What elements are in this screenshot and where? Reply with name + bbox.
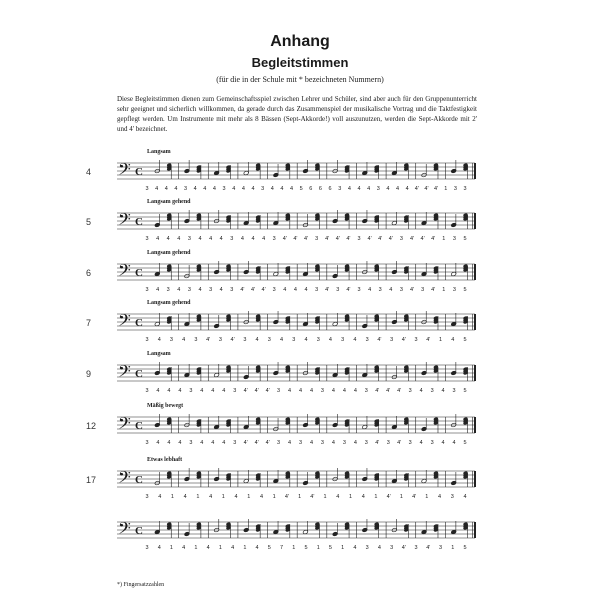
fingering-number: 4 [309, 388, 314, 394]
fingering-number: 1 [374, 494, 378, 500]
fingering-number: 4 [405, 186, 409, 192]
fingering-number: 4 [183, 494, 187, 500]
fingering-number: 3 [272, 236, 276, 242]
fingering-number: 4 [219, 287, 223, 293]
fingering-number: 4 [353, 545, 357, 551]
fingering-number: 1 [194, 545, 198, 551]
fingering-number: 4' [230, 337, 235, 343]
fingering-number: 4 [288, 388, 292, 394]
fingering-number: 3 [338, 186, 342, 192]
fingering-number: 3 [277, 388, 281, 394]
fingering-number: 4 [353, 388, 357, 394]
fingering-number: 3 [342, 440, 346, 446]
fingering-number: 4' [325, 236, 330, 242]
fingering-number: 4 [198, 236, 202, 242]
fingering-number: 6 [318, 186, 322, 192]
fingering-number: 4 [164, 186, 168, 192]
fingering-number: 4 [231, 545, 235, 551]
fingering-number: 4' [310, 494, 315, 500]
fingering-number: 4' [409, 236, 415, 242]
fingering-number: 1 [221, 494, 225, 500]
time-signature: C [135, 420, 143, 432]
fingering-number: 3 [430, 440, 434, 446]
fingering-number: 4' [265, 440, 270, 446]
fingering-number: 3 [145, 494, 149, 500]
fingering-number: 1 [399, 494, 403, 500]
fingering-number: 4' [401, 337, 406, 343]
fingering-number: 4 [177, 287, 181, 293]
fingering-number: 4 [367, 186, 371, 192]
system-number: 7 [86, 318, 92, 328]
fingering-number: 3 [399, 236, 403, 242]
fingering-number: 4 [211, 440, 215, 446]
bass-clef-icon: 𝄢 [118, 413, 131, 437]
fingering-number: 3 [145, 440, 149, 446]
fingering-number: 4 [200, 440, 204, 446]
fingering-number: 3 [463, 186, 467, 192]
fingering-number: 4' [426, 337, 431, 343]
fingering-number: 3 [189, 440, 193, 446]
fingering-number: 4' [375, 388, 380, 394]
fingering-number: 4 [157, 337, 161, 343]
fingering-number: 4' [243, 388, 248, 394]
fingering-number: 4' [367, 236, 372, 242]
fingering-number: 4 [361, 494, 365, 500]
fingering-number: 4 [353, 440, 357, 446]
fingering-number: 4' [397, 440, 402, 446]
fingering-number: 4 [156, 236, 160, 242]
fingering-number: 4 [178, 440, 182, 446]
fingering-number: 4 [255, 337, 259, 343]
fingering-number: 1 [169, 545, 173, 551]
fingering-number: 4 [290, 186, 294, 192]
fingering-number: 3 [166, 287, 170, 293]
system-number: 9 [86, 369, 92, 379]
fingering-number: 3 [315, 287, 319, 293]
fingering-number: 1 [323, 494, 327, 500]
fingering-number: 3 [145, 236, 149, 242]
fingering-number: 3 [421, 287, 425, 293]
fingering-number: 4 [262, 236, 266, 242]
fingering-number: 3 [145, 337, 149, 343]
fingering-number: 4' [426, 545, 431, 551]
fingering-number: 3 [414, 337, 418, 343]
fingering-number: 3 [267, 337, 271, 343]
fingering-number: 3 [390, 337, 394, 343]
time-signature: C [135, 474, 143, 486]
fingering-number: 5 [267, 545, 271, 551]
fingering-number: 3 [341, 337, 345, 343]
fingering-number: 4 [342, 388, 346, 394]
tempo-marking: Langsam gehend [147, 300, 191, 306]
fingering-number: 4 [234, 494, 238, 500]
fingering-number: 4' [434, 186, 439, 192]
fingering-number: 1 [292, 545, 296, 551]
fingering-number: 4 [198, 287, 202, 293]
fingering-number: 4' [265, 388, 270, 394]
bass-clef-icon: 𝄢 [118, 159, 131, 183]
fingering-number: 4 [255, 545, 259, 551]
fingering-number: 3 [187, 236, 191, 242]
fingering-number: 4 [156, 388, 160, 394]
fingering-number: 4 [293, 287, 297, 293]
fingering-number: 4 [441, 388, 445, 394]
bass-clef-icon: 𝄢 [118, 467, 131, 491]
fingering-number: 4 [182, 545, 186, 551]
fingering-number: 4 [177, 236, 181, 242]
bass-clef-icon: 𝄢 [118, 310, 131, 334]
fingering-number: 6 [309, 186, 313, 192]
fingering-number: 3 [316, 337, 320, 343]
fingering-number: 4 [331, 440, 335, 446]
fingering-number: 4 [251, 236, 255, 242]
fingering-number: 4' [254, 388, 259, 394]
fingering-number: 4' [375, 440, 380, 446]
fingering-number: 3 [364, 440, 368, 446]
fingering-number: 1 [341, 545, 345, 551]
fingering-number: 4' [303, 236, 309, 242]
fingering-number: 1 [439, 337, 443, 343]
tempo-marking: Langsam gehend [147, 199, 191, 205]
fingering-number: 4' [206, 337, 211, 343]
fingering-number: 4 [377, 545, 381, 551]
time-signature: C [135, 317, 143, 329]
fingering-number: 4 [157, 545, 161, 551]
fingering-number: 4 [193, 186, 197, 192]
fingering-number: 6 [328, 186, 332, 192]
fingering-number: 4 [219, 236, 223, 242]
fingering-number: 4 [166, 236, 170, 242]
fingering-number: 3 [145, 186, 149, 192]
fingering-number: 4 [451, 337, 455, 343]
fingering-number: 3 [169, 337, 173, 343]
fingering-number: 3 [365, 337, 369, 343]
fingering-number: 4 [389, 287, 393, 293]
fingering-number: 3 [386, 440, 390, 446]
fingering-number: 4' [386, 494, 391, 500]
fingering-number: 4' [409, 287, 415, 293]
fingering-number: 4' [420, 236, 425, 242]
fingering-number: 4 [203, 186, 207, 192]
time-signature: C [135, 166, 143, 178]
fingering-number: 3 [452, 287, 456, 293]
fingering-number: 4 [270, 186, 274, 192]
fingering-number: 4 [182, 337, 186, 343]
fingering-number: 3 [364, 388, 368, 394]
fingering-number: 4 [158, 494, 162, 500]
fingering-number: 3 [414, 545, 418, 551]
fingering-number: 4 [283, 287, 287, 293]
fingering-number: 4 [419, 440, 423, 446]
fingering-number: 1 [425, 494, 429, 500]
fingering-number: 4 [156, 440, 160, 446]
fingering-number: 3 [233, 388, 237, 394]
fingering-number: 4 [174, 186, 178, 192]
fingering-number: 3 [439, 545, 443, 551]
time-signature: C [135, 368, 143, 380]
fingering-number: 4 [251, 186, 255, 192]
fingering-number: 4 [463, 494, 467, 500]
fingering-number: 3 [230, 287, 234, 293]
fingering-number: 4 [357, 186, 361, 192]
system-number: 12 [86, 421, 97, 431]
system-number: 17 [86, 475, 97, 485]
fingering-number: 4' [335, 236, 340, 242]
fingering-number: 1 [442, 236, 446, 242]
fingering-number: 4' [378, 236, 383, 242]
tempo-marking: Etwas lebhaft [147, 457, 183, 463]
page-subtitle: Begleitstimmen [251, 55, 349, 70]
fingering-number: 4 [438, 494, 442, 500]
subtitle-note: (für die in der Schule mit * bezeichneten Nummern) [216, 75, 384, 84]
time-signature: C [135, 216, 143, 228]
fingering-number: 4 [347, 186, 351, 192]
fingering-number: 3 [261, 186, 265, 192]
fingering-number: 3 [408, 440, 412, 446]
tempo-marking: Langsam [147, 351, 171, 357]
fingering-number: 4 [156, 287, 160, 293]
fingering-number: 4 [178, 388, 182, 394]
fingering-number: 4' [424, 186, 429, 192]
fingering-number: 3 [145, 545, 149, 551]
fingering-number: 4' [293, 236, 298, 242]
fingering-number: 4 [298, 388, 303, 394]
fingering-number: 1 [442, 287, 446, 293]
fingering-number: 3 [194, 337, 198, 343]
fingering-number: 4 [328, 337, 332, 343]
fingering-number: 4 [212, 186, 216, 192]
fingering-number: 1 [170, 494, 174, 500]
fingering-number: 3 [453, 186, 457, 192]
fingering-number: 3 [452, 236, 456, 242]
fingering-number: 4 [309, 440, 314, 446]
fingering-number: 4' [254, 440, 259, 446]
fingering-number: 5 [304, 545, 308, 551]
fingering-number: 4 [331, 388, 335, 394]
fingering-number: 4 [167, 440, 171, 446]
fingering-number: 4 [304, 287, 308, 293]
fingering-number: 1 [272, 494, 276, 500]
fingering-number: 4 [167, 388, 171, 394]
fingering-number: 3 [298, 440, 303, 446]
fingering-number: 5 [463, 287, 467, 293]
fingering-number: 3 [230, 236, 234, 242]
fingering-number: 4 [222, 440, 226, 446]
fingering-number: 1 [243, 545, 247, 551]
fingering-number: 4 [232, 186, 236, 192]
fingering-number: 3 [209, 287, 213, 293]
fingering-number: 4 [155, 186, 159, 192]
time-signature: C [135, 267, 143, 279]
system-number: 5 [86, 217, 92, 227]
fingering-number: 3 [189, 388, 193, 394]
fingering-number: 3 [145, 388, 149, 394]
fingering-number: 4 [353, 337, 357, 343]
fingering-number: 4 [336, 494, 340, 500]
fingering-number: 4 [386, 186, 390, 192]
fingering-number: 4' [250, 287, 256, 293]
fingering-number: 3 [233, 440, 237, 446]
fingering-number: 4 [368, 287, 372, 293]
fingering-number: 1 [247, 494, 251, 500]
fingering-number: 4' [284, 494, 289, 500]
fingering-number: 3 [184, 186, 188, 192]
fingering-number: 3 [243, 337, 247, 343]
fingering-number: 4 [222, 388, 226, 394]
fingering-number: 3 [357, 236, 361, 242]
bass-clef-icon: 𝄢 [118, 518, 131, 542]
fingering-number: 3 [376, 186, 380, 192]
fingering-number: 3 [292, 337, 296, 343]
fingering-number: 4' [325, 287, 330, 293]
fingering-number: 3 [399, 287, 403, 293]
fingering-number: 4 [280, 186, 284, 192]
fingering-number: 4' [431, 287, 436, 293]
fingering-number: 4 [304, 337, 308, 343]
system-number: 6 [86, 268, 92, 278]
fingering-number: 3 [218, 337, 222, 343]
fingering-number: 4 [209, 236, 213, 242]
fingering-number: 3 [450, 494, 454, 500]
tempo-marking: Langsam gehend [147, 250, 191, 256]
fingering-number: 3 [315, 236, 319, 242]
fingering-number: 1 [196, 494, 200, 500]
fingering-number: 4 [209, 494, 213, 500]
fingering-number: 4 [288, 440, 292, 446]
fingering-number: 3 [452, 388, 456, 394]
fingering-number: 3 [187, 287, 191, 293]
fingering-number: 4 [419, 388, 423, 394]
fingering-number: 4 [259, 494, 264, 500]
fingering-number: 3 [145, 287, 149, 293]
bass-clef-icon: 𝄢 [118, 260, 131, 284]
fingering-number: 4' [377, 337, 382, 343]
footnote: *) Fingersatzzahlen [117, 582, 165, 588]
fingering-number: 4' [401, 545, 406, 551]
fingering-number: 3 [336, 287, 340, 293]
fingering-number: 3 [408, 388, 412, 394]
fingering-number: 4' [414, 186, 419, 192]
fingering-number: 4' [397, 388, 402, 394]
fingering-number: 1 [316, 545, 320, 551]
fingering-number: 3 [390, 545, 394, 551]
fingering-number: 3 [430, 388, 434, 394]
fingering-number: 1 [348, 494, 353, 500]
fingering-number: 4' [261, 287, 266, 293]
intro-paragraph: Diese Begleitstimmen dienen zum Gemeinschaftsspiel zwischen Lehrer und Schüler, sind aber auch für den Gruppenunterricht sehr geeignet und sicherlich willkommen, da gerade durch das Zusammenspiel der musikalische Vortrag und die Taktfestigkeit gepflegt werden. Um Instrumente mit mehr als 8 Bässen (Sept-Akkorde!) voll auszunutzen, werden die Sept-Akkorde mit 2' und 4' bezeichnet. [117, 95, 477, 133]
tempo-marking: Mäßig bewegt [147, 403, 184, 409]
fingering-number: 4 [452, 440, 456, 446]
fingering-number: 4' [282, 236, 287, 242]
fingering-number: 5 [463, 337, 467, 343]
fingering-number: 4 [241, 186, 245, 192]
fingering-number: 4 [280, 337, 284, 343]
fingering-number: 4 [200, 388, 204, 394]
fingering-number: 5 [463, 236, 467, 242]
fingering-number: 4' [243, 440, 248, 446]
fingering-number: 4' [412, 494, 417, 500]
fingering-number: 3 [277, 440, 281, 446]
fingering-number: 4 [441, 440, 445, 446]
fingering-number: 5 [299, 186, 303, 192]
fingering-number: 5 [463, 440, 467, 446]
fingering-number: 4 [211, 388, 215, 394]
fingering-number: 1 [444, 186, 448, 192]
fingering-number: 4 [396, 186, 400, 192]
fingering-number: 1 [218, 545, 222, 551]
fingering-number: 7 [280, 545, 284, 551]
fingering-number: 4' [431, 236, 436, 242]
fingering-number: 3 [222, 186, 226, 192]
tempo-marking: Langsam [147, 149, 171, 155]
fingering-number: 3 [378, 287, 382, 293]
fingering-number: 1 [451, 545, 455, 551]
fingering-number: 5 [463, 388, 467, 394]
system-number: 4 [86, 167, 92, 177]
fingering-number: 4' [388, 236, 393, 242]
fingering-number: 5 [328, 545, 332, 551]
fingering-number: 3 [320, 388, 324, 394]
fingering-number: 4' [386, 388, 391, 394]
bass-clef-icon: 𝄢 [118, 361, 131, 385]
fingering-number: 5 [463, 545, 467, 551]
fingering-number: 3 [320, 440, 324, 446]
fingering-number: 3 [272, 287, 276, 293]
page-title: Anhang [270, 33, 330, 50]
fingering-number: 4 [240, 236, 244, 242]
fingering-number: 4 [206, 545, 210, 551]
bass-clef-icon: 𝄢 [118, 209, 131, 233]
fingering-number: 3 [357, 287, 361, 293]
time-signature: C [135, 525, 143, 537]
fingering-number: 4' [240, 287, 245, 293]
fingering-number: 1 [298, 494, 302, 500]
fingering-number: 3 [365, 545, 369, 551]
fingering-number: 4' [346, 287, 351, 293]
fingering-number: 4' [346, 236, 351, 242]
